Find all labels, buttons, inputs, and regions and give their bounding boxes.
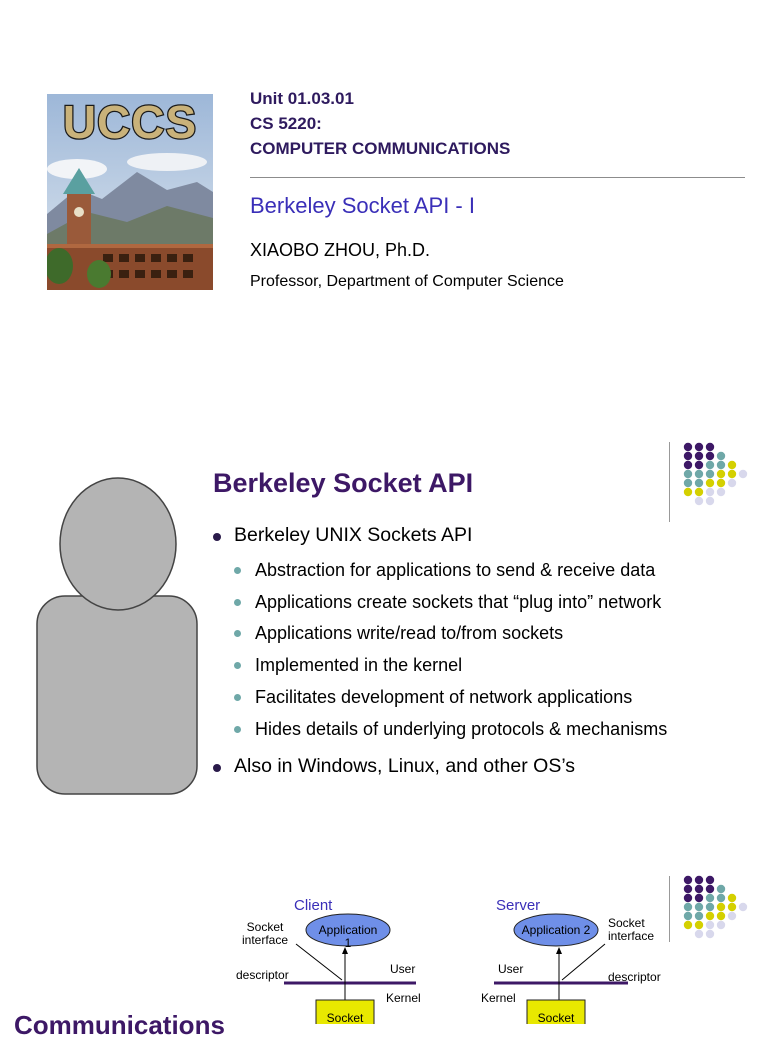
client-descriptor-label: descriptor bbox=[236, 968, 289, 982]
decor-divider bbox=[669, 442, 670, 522]
server-interface-arrow bbox=[562, 944, 605, 980]
slide-title: Communications bbox=[14, 1010, 225, 1040]
socket-diagram bbox=[0, 890, 768, 1024]
server-kernel-label: Kernel bbox=[481, 991, 516, 1005]
client-socket-label: Socket bbox=[326, 1011, 364, 1025]
person-placeholder-icon bbox=[36, 476, 198, 796]
sub-bullet-icon bbox=[234, 567, 241, 574]
sub-bullet-text: Facilitates development of network applications bbox=[255, 687, 633, 707]
uccs-logo-image bbox=[47, 94, 213, 290]
sub-bullet-text: Implemented in the kernel bbox=[255, 655, 463, 675]
lecture-title: Berkeley Socket API - I bbox=[250, 193, 475, 218]
author-department: Professor, Department of Computer Science bbox=[250, 273, 564, 290]
bullet-text: Berkeley UNIX Sockets API bbox=[234, 524, 473, 546]
server-label: Server bbox=[496, 897, 541, 914]
sub-bullet-item bbox=[234, 655, 462, 676]
sub-bullet-item bbox=[234, 560, 655, 581]
bullet-item bbox=[213, 524, 472, 547]
sub-bullet-icon bbox=[234, 599, 241, 606]
sub-bullet-item bbox=[234, 687, 632, 708]
course-name: COMPUTER COMMUNICATIONS bbox=[250, 139, 511, 158]
sub-bullet-icon bbox=[234, 630, 241, 637]
sub-bullet-item bbox=[234, 623, 563, 644]
server-application-label: Application 2 bbox=[521, 923, 591, 937]
server-socket-label: Socket bbox=[537, 1011, 575, 1025]
client-socket-interface-label: Socket interface bbox=[242, 920, 289, 947]
client-kernel-label: Kernel bbox=[386, 991, 421, 1005]
title-divider bbox=[250, 177, 745, 178]
client-user-label: User bbox=[390, 962, 416, 976]
author-name: XIAOBO ZHOU, Ph.D. bbox=[250, 240, 431, 260]
client-label: Client bbox=[294, 897, 333, 914]
sub-bullet-icon bbox=[234, 694, 241, 701]
bullet-icon bbox=[213, 533, 221, 541]
bullet-icon bbox=[213, 764, 221, 772]
sub-bullet-icon bbox=[234, 662, 241, 669]
client-application-label: Application 1 bbox=[318, 923, 378, 950]
server-descriptor-label: descriptor bbox=[608, 970, 661, 984]
sub-bullet-icon bbox=[234, 726, 241, 733]
sub-bullet-text: Applications create sockets that “plug into” network bbox=[255, 592, 662, 612]
course-code: CS 5220: bbox=[250, 114, 322, 133]
server-socket-interface-label: Socket interface bbox=[608, 916, 655, 943]
bullet-text: Also in Windows, Linux, and other OS’s bbox=[234, 755, 576, 777]
bullet-item bbox=[213, 755, 575, 778]
unit-number: Unit 01.03.01 bbox=[250, 89, 354, 108]
slide-title: Berkeley Socket API bbox=[213, 468, 474, 498]
unit-heading bbox=[250, 86, 510, 161]
uccs-logo-text: UCCS bbox=[62, 96, 198, 148]
sub-bullet-text: Hides details of underlying protocols & mechanisms bbox=[255, 719, 668, 739]
sub-bullet-item bbox=[234, 719, 667, 740]
decor-dots-icon bbox=[682, 442, 762, 516]
sub-bullet-text: Abstraction for applications to send & receive data bbox=[255, 560, 656, 580]
sub-bullet-item bbox=[234, 592, 661, 613]
sub-bullet-text: Applications write/read to/from sockets bbox=[255, 623, 564, 643]
server-user-label: User bbox=[498, 962, 524, 976]
